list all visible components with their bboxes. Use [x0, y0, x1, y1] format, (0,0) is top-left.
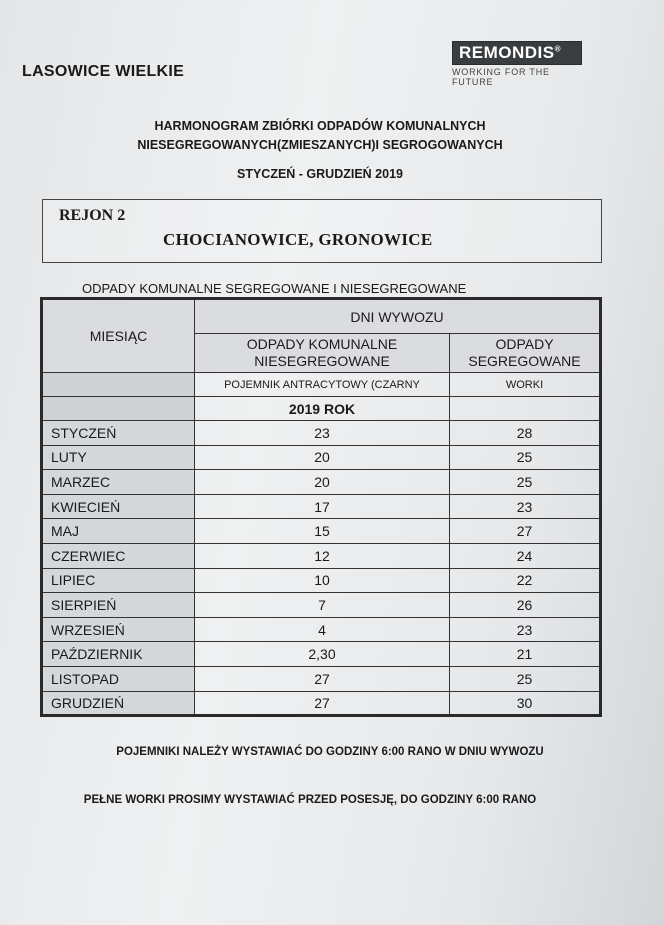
- row-month: LIPIEC: [42, 568, 195, 593]
- row-segregated-day: 25: [450, 445, 601, 470]
- row-month: CZERWIEC: [42, 543, 195, 568]
- row-month: WRZESIEŃ: [42, 617, 195, 642]
- empty-cell: [42, 397, 195, 421]
- col-mixed-header: ODPADY KOMUNALNE NIESEGREGOWANE: [195, 334, 450, 373]
- row-segregated-day: 30: [450, 691, 601, 716]
- row-segregated-day: 23: [450, 494, 601, 519]
- row-mixed-day: 4: [195, 617, 450, 642]
- row-mixed-day: 15: [195, 519, 450, 544]
- row-segregated-day: 28: [450, 421, 601, 446]
- row-mixed-day: 27: [195, 691, 450, 716]
- row-month: MARZEC: [42, 470, 195, 495]
- brand-tagline: WORKING FOR THE FUTURE: [452, 67, 550, 87]
- row-segregated-day: 21: [450, 642, 601, 667]
- table-row: [42, 666, 601, 691]
- row-segregated-day: 27: [450, 519, 601, 544]
- row-mixed-day: 2,30: [195, 642, 450, 667]
- row-mixed-day: 20: [195, 445, 450, 470]
- row-month: KWIECIEŃ: [42, 494, 195, 519]
- row-segregated-day: 24: [450, 543, 601, 568]
- table-row: [42, 494, 601, 519]
- table-row: [42, 543, 601, 568]
- year-label: 2019 ROK: [195, 397, 450, 421]
- days-header: DNI WYWOZU: [195, 299, 601, 334]
- brand-name: REMONDIS®: [452, 41, 582, 65]
- city-name: LASOWICE WIELKIE: [22, 63, 185, 80]
- row-month: MAJ: [42, 519, 195, 544]
- row-mixed-day: 7: [195, 593, 450, 618]
- col-segregated-header: ODPADY SEGREGOWANE: [450, 334, 601, 373]
- row-month: SIERPIEŃ: [42, 593, 195, 618]
- document-title: [60, 117, 580, 155]
- month-header: MIESIĄC: [42, 299, 195, 373]
- empty-cell: [42, 373, 195, 397]
- title-line-1: HARMONOGRAM ZBIÓRKI ODPADÓW KOMUNALNYCH: [154, 119, 486, 133]
- row-month: LISTOPAD: [42, 666, 195, 691]
- remondis-logo: [452, 41, 584, 87]
- row-mixed-day: 17: [195, 494, 450, 519]
- schedule-table: [40, 297, 602, 717]
- period-label: STYCZEŃ - GRUDZIEŃ 2019: [236, 167, 403, 181]
- region-box: [42, 199, 602, 263]
- footer-note-bags: PEŁNE WORKI PROSIMY WYSTAWIAĆ PRZED POSESJĘ, DO GODZINY 6:00 RANO: [83, 794, 537, 806]
- region-places: CHOCIANOWICE, GRONOWICE: [163, 230, 433, 249]
- table-row: [42, 568, 601, 593]
- empty-cell: [450, 397, 601, 421]
- table-row: [42, 691, 601, 716]
- row-segregated-day: 26: [450, 593, 601, 618]
- col-segregated-container: WORKI: [450, 373, 601, 397]
- row-segregated-day: 22: [450, 568, 601, 593]
- table-row: [42, 519, 601, 544]
- table-row: [42, 617, 601, 642]
- region-label: REJON 2: [59, 207, 126, 224]
- row-mixed-day: 12: [195, 543, 450, 568]
- row-segregated-day: 23: [450, 617, 601, 642]
- row-segregated-day: 25: [450, 470, 601, 495]
- row-mixed-day: 10: [195, 568, 450, 593]
- row-month: LUTY: [42, 445, 195, 470]
- table-row: [42, 642, 601, 667]
- row-mixed-day: 23: [195, 421, 450, 446]
- table-row: [42, 470, 601, 495]
- row-month: PAŹDZIERNIK: [42, 642, 195, 667]
- table-row: [42, 421, 601, 446]
- table-row: [42, 593, 601, 618]
- col-mixed-container: POJEMNIK ANTRACYTOWY (CZARNY: [195, 373, 450, 397]
- row-month: STYCZEŃ: [42, 421, 195, 446]
- table-caption: ODPADY KOMUNALNE SEGREGOWANE I NIESEGREGOWANE: [82, 281, 467, 296]
- row-mixed-day: 27: [195, 666, 450, 691]
- table-row: [42, 445, 601, 470]
- row-segregated-day: 25: [450, 666, 601, 691]
- title-line-2: NIESEGREGOWANYCH(ZMIESZANYCH)I SEGROGOWANYCH: [137, 138, 503, 152]
- footer-note-containers: POJEMNIKI NALEŻY WYSTAWIAĆ DO GODZINY 6:00 RANO W DNIU WYWOZU: [116, 746, 544, 758]
- row-month: GRUDZIEŃ: [42, 691, 195, 716]
- row-mixed-day: 20: [195, 470, 450, 495]
